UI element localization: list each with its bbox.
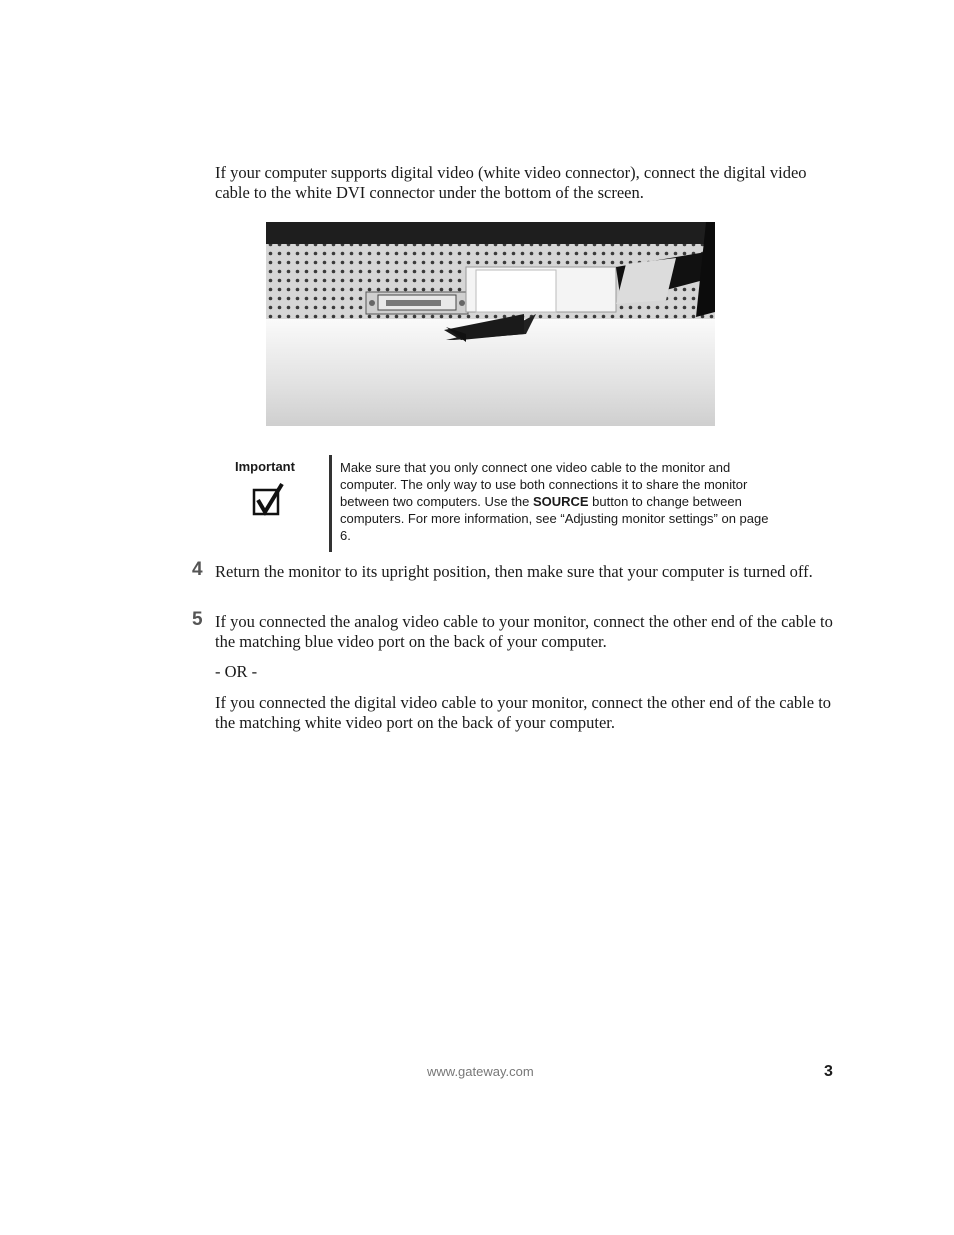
checkmark-icon — [252, 482, 284, 516]
step-text-4: Return the monitor to its upright position, then make sure that your computer is turned off. — [215, 562, 813, 581]
page-number: 3 — [824, 1063, 833, 1080]
alt-paragraph: If you connected the digital video cable to your monitor, connect the other end of the cable to the matching white video port on the back of your computer. — [215, 693, 832, 732]
important-label: Important — [235, 459, 295, 474]
intro-paragraph: If your computer supports digital video (white video connector), connect the digital video cable to the white DVI connector under the bottom of the screen. — [215, 163, 807, 202]
footer-url: www.gateway.com — [427, 1064, 534, 1079]
dvi-connection-photo — [266, 222, 715, 426]
step-number-5: 5 — [192, 609, 203, 630]
source-button-name: SOURCE — [532, 494, 589, 509]
note-text-2: button to change between computers. For more information, see “Adjusting monitor settings” on page 6. — [340, 494, 769, 543]
note-text-1: Make sure that you only connect one video cable to the monitor and computer. The only way to use both connections it to share the monitor between two computers. Use the — [340, 460, 748, 509]
step-text-5: If you connected the analog video cable to your monitor, connect the other end of the cable to the matching blue video port on the back of your computer. — [215, 612, 833, 651]
or-separator: - OR - — [215, 662, 258, 681]
step-number-4: 4 — [192, 559, 203, 580]
important-note — [340, 459, 770, 544]
note-divider — [329, 455, 332, 552]
